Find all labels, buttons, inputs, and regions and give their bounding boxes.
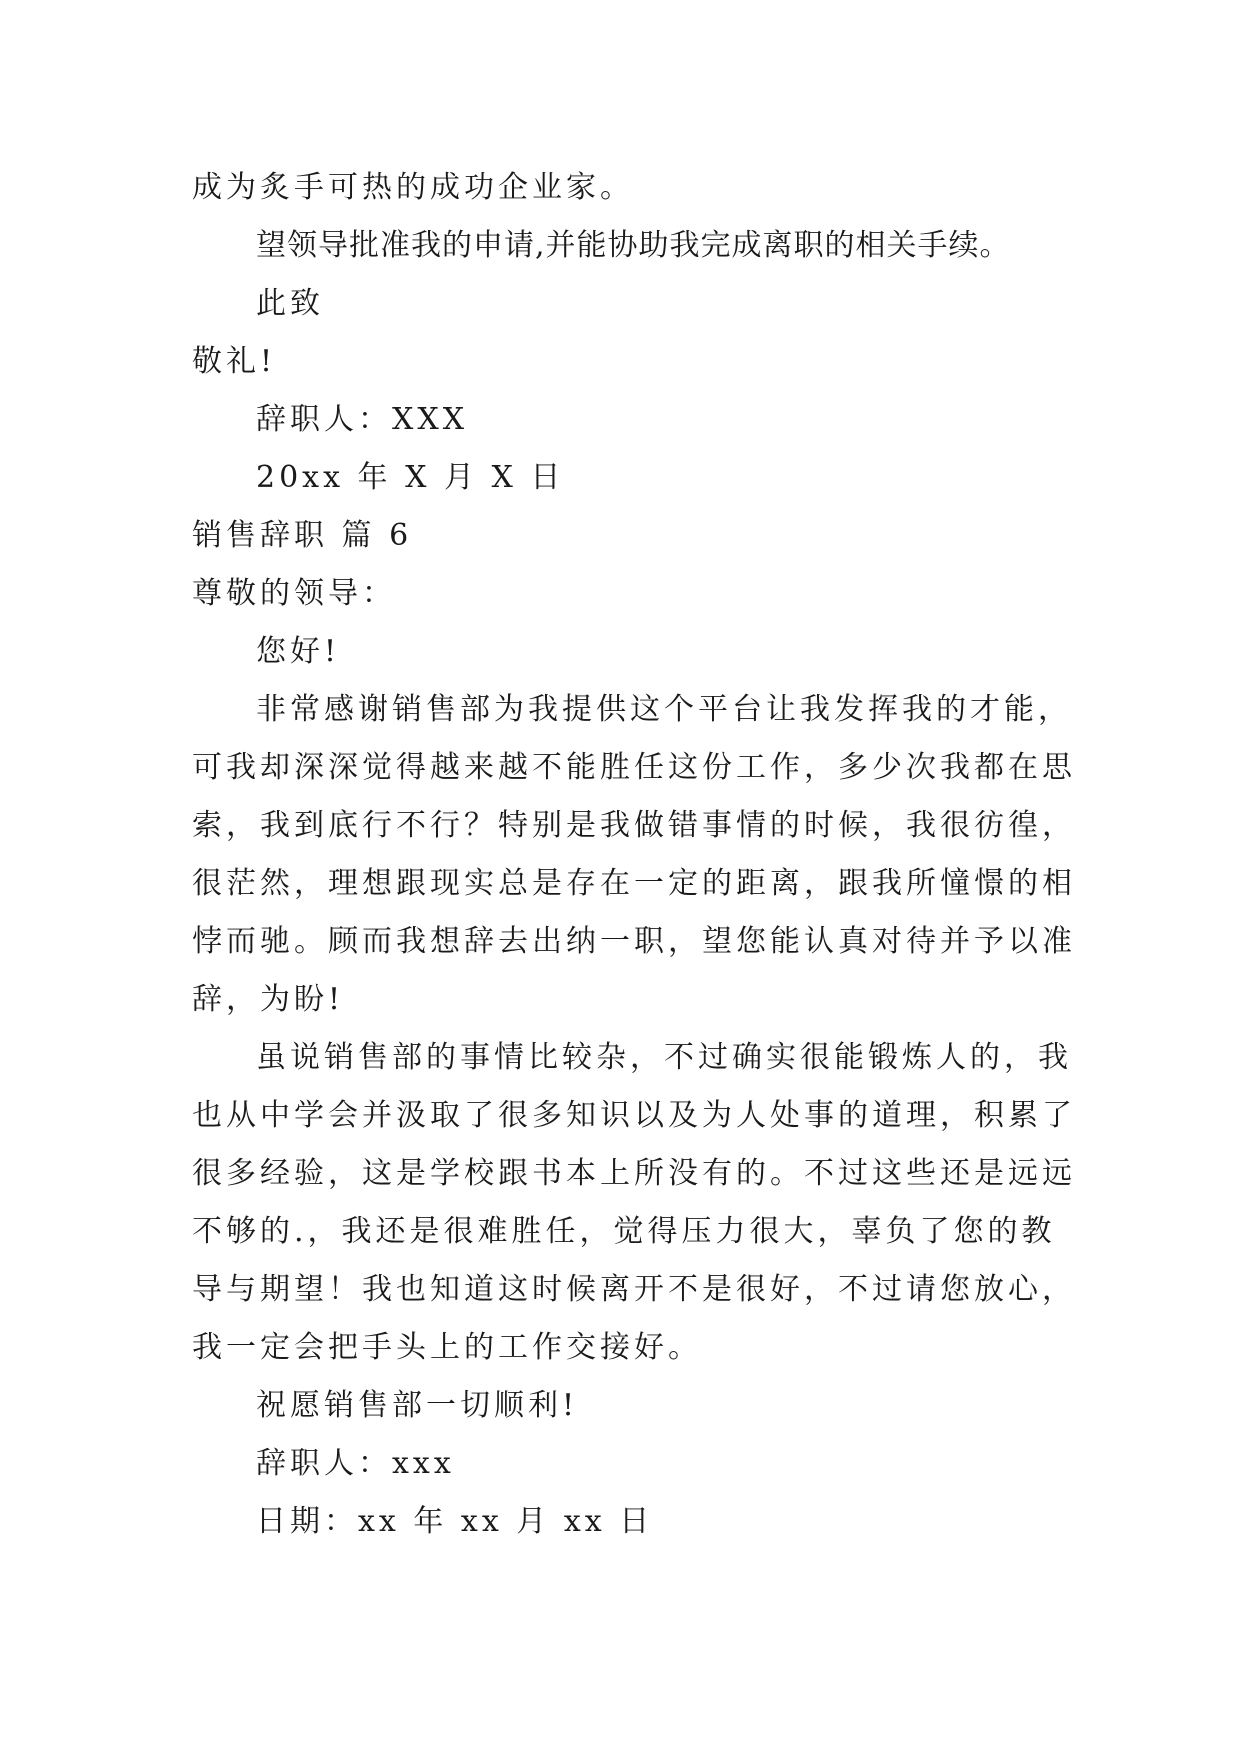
- paragraph-line: 可我却深深觉得越来越不能胜任这份工作，多少次我都在思: [192, 750, 1076, 785]
- closing-salutation: 敬礼!: [192, 344, 277, 379]
- text-line: 您好!: [256, 634, 341, 669]
- paragraph-line: 索，我到底行不行？特别是我做错事情的时候，我很彷徨，: [192, 808, 1076, 843]
- paragraph-line: 非常感谢销售部为我提供这个平台让我发挥我的才能，: [256, 692, 1072, 727]
- text-line: 望领导批准我的申请,并能协助我完成离职的相关手续。: [256, 228, 1011, 263]
- paragraph-line: 辞，为盼!: [192, 982, 345, 1017]
- text-line: 成为炙手可热的成功企业家。: [192, 170, 634, 205]
- text-line: 此致: [256, 286, 324, 321]
- paragraph-line: 很多经验，这是学校跟书本上所没有的。不过这些还是远远: [192, 1156, 1076, 1191]
- signature-line: 辞职人：XXX: [256, 402, 469, 437]
- section-title: 销售辞职 篇 6: [192, 518, 413, 553]
- greeting: 尊敬的领导：: [192, 576, 396, 611]
- date-line: 日期：xx 年 xx 月 xx 日: [256, 1504, 654, 1539]
- paragraph-line: 虽说销售部的事情比较杂，不过确实很能锻炼人的，我: [256, 1040, 1072, 1075]
- paragraph-line: 不够的.，我还是很难胜任，觉得压力很大，辜负了您的教: [192, 1214, 1056, 1249]
- date-line: 20xx 年 X 月 X 日: [256, 460, 565, 495]
- paragraph-line: 导与期望！我也知道这时候离开不是很好，不过请您放心，: [192, 1272, 1076, 1307]
- paragraph-line: 很茫然，理想跟现实总是存在一定的距离，跟我所憧憬的相: [192, 866, 1076, 901]
- paragraph-line: 悖而驰。顾而我想辞去出纳一职，望您能认真对待并予以准: [192, 924, 1076, 959]
- text-line: 祝愿销售部一切顺利!: [256, 1388, 579, 1423]
- paragraph-line: 我一定会把手头上的工作交接好。: [192, 1330, 702, 1365]
- signature-line: 辞职人：xxx: [256, 1446, 455, 1481]
- paragraph-line: 也从中学会并汲取了很多知识以及为人处事的道理，积累了: [192, 1098, 1076, 1133]
